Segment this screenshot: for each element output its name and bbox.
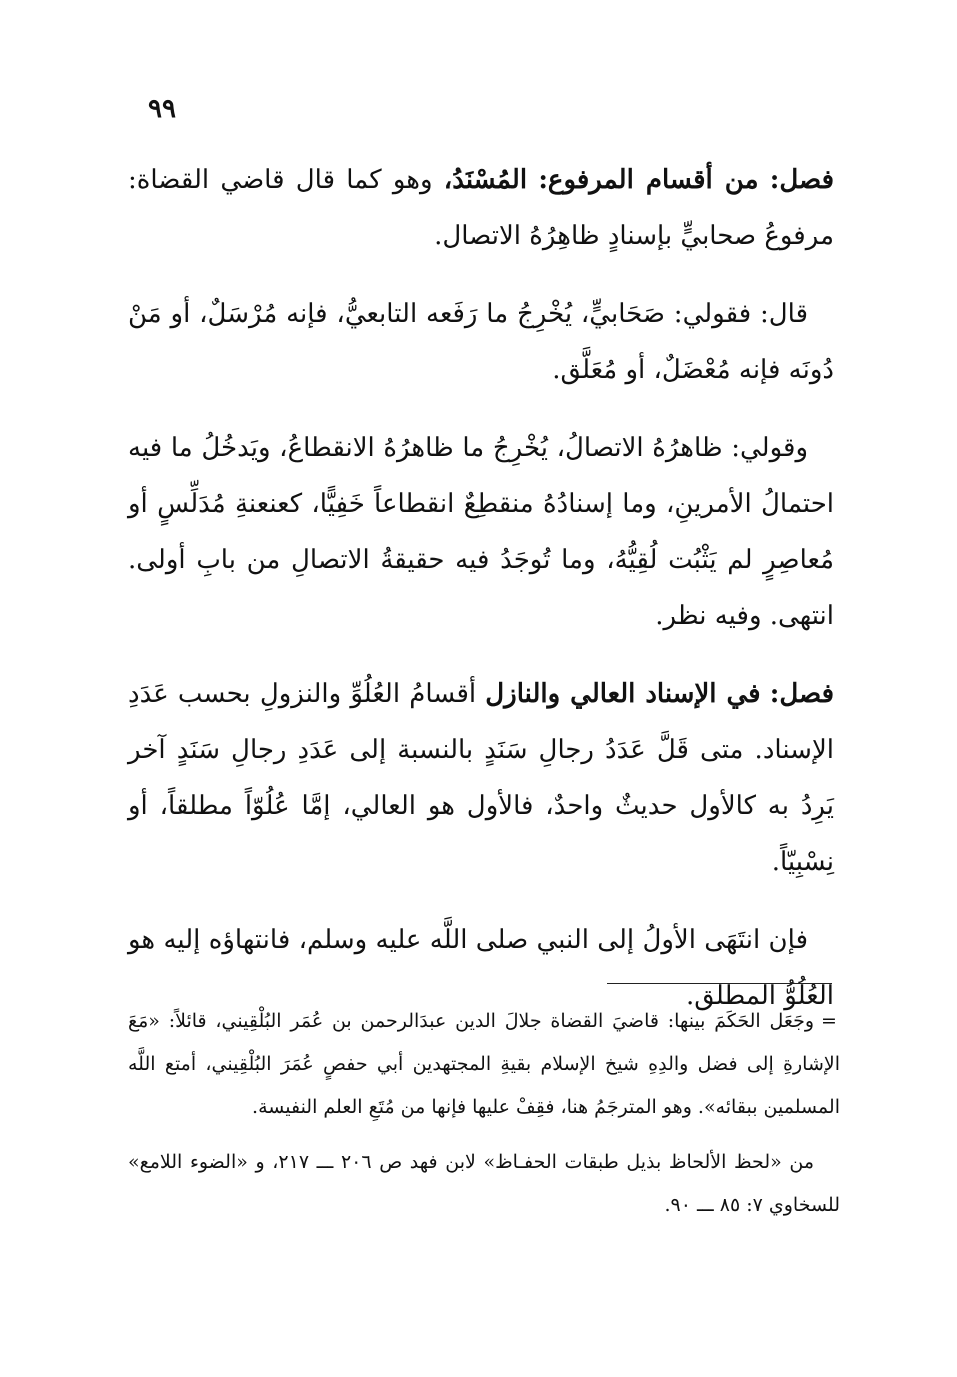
footnote-divider — [607, 983, 832, 984]
footnote-continuation-mark: = — [821, 1010, 837, 1032]
section-heading-2: فصل: — [769, 679, 834, 709]
paragraph-5-text: فإن انتَهَى الأولُ إلى النبي صلى اللَّه عليه وسلم، فانتهاؤه إليه هو العُلُوُّ المطلق. — [128, 925, 834, 1011]
footnote-2 — [128, 1141, 840, 1227]
paragraph-2-text: قال: فقولي: صَحَابيٍّ، يُخْرِجُ ما رَفَعه التابعيُّ، فإنه مُرْسَلٌ، أو مَنْ دُونَه فإنه مُعْضَلٌ، أو مُعَلَّق. — [128, 299, 834, 385]
page-number: ٩٩ — [148, 94, 176, 124]
section-subject-1: من أقسام المرفوع: — [538, 165, 759, 195]
body-text — [128, 152, 834, 1046]
paragraph-1-text: وهو كما قال قاضي القضاة: مرفوعُ صحابيٍّ بإسنادٍ ظاهِرُهُ الاتصال. — [128, 165, 834, 251]
term-musnad: المُسْنَدُ، — [443, 165, 528, 195]
paragraph-1 — [128, 152, 834, 264]
section-separator-1 — [527, 165, 538, 195]
footnote-2-text: من «لحظ الألحاظ بذيل طبقات الحفـاظ» لابن فهد ص ٢٠٦ ـــ ٢١٧، و «الضوء اللامع» للسخاوي ٧: ٨٥ ـــ ٩٠. — [128, 1151, 840, 1216]
section-subject-2: في الإسناد العالي والنازل — [485, 679, 761, 709]
footnotes — [128, 1000, 840, 1239]
paragraph-4-text: أقسامُ العُلُوِّ والنزولِ بحسب عَدَدِ الإسناد. متى قَلَّ عَدَدُ رجالِ سَنَدٍ بالنسبة إلى عَدَدِ رجالِ سَنَدٍ آخر يَرِدُ به كالأول حديثٌ واحدٌ، فالأول هو العالي، إمَّا عُلُوّاً مطلقاً، أو نِسْبِيّاً. — [128, 679, 834, 877]
footnote-1-text: وجَعَل الحَكَمَ بينها: قاضيَ القضاة جلالَ الدين عبدَالرحمن بن عُمَر البُلْقِيني، قائلاً: «مَعَ الإشارةِ إلى فضل والدِهِ شيخ الإسلام بقيةِ المجتهدين أبي حفصٍ عُمَرَ البُلْقِيني، أمتع اللَّه المسلمين ببقائه». وهو المترجَمُ هنا، فقِفْ عليها فإنها من مُتَعِ العلم النفيسة. — [128, 1010, 840, 1118]
section-heading-1: فصل: — [769, 165, 835, 195]
paragraph-2 — [128, 286, 834, 398]
paragraph-4 — [128, 666, 834, 890]
footnote-1 — [128, 1000, 840, 1129]
paragraph-3 — [128, 420, 834, 644]
paragraph-3-text: وقولي: ظاهرُهُ الاتصالُ، يُخْرِجُ ما ظاهرُهُ الانقطاعُ، ويَدخُلُ ما فيه احتمالُ الأمرينِ، وما إسنادُهُ منقطِعٌ انقطاعاً خَفِيًّا، كعنعنةِ مُدَلِّسٍ أو مُعاصِرٍ لم يَثْبُت لُقِيُّهُ، وما تُوجَدُ فيه حقيقةُ الاتصالِ من بابِ أولى. انتهى. وفيه نظر. — [128, 433, 834, 631]
